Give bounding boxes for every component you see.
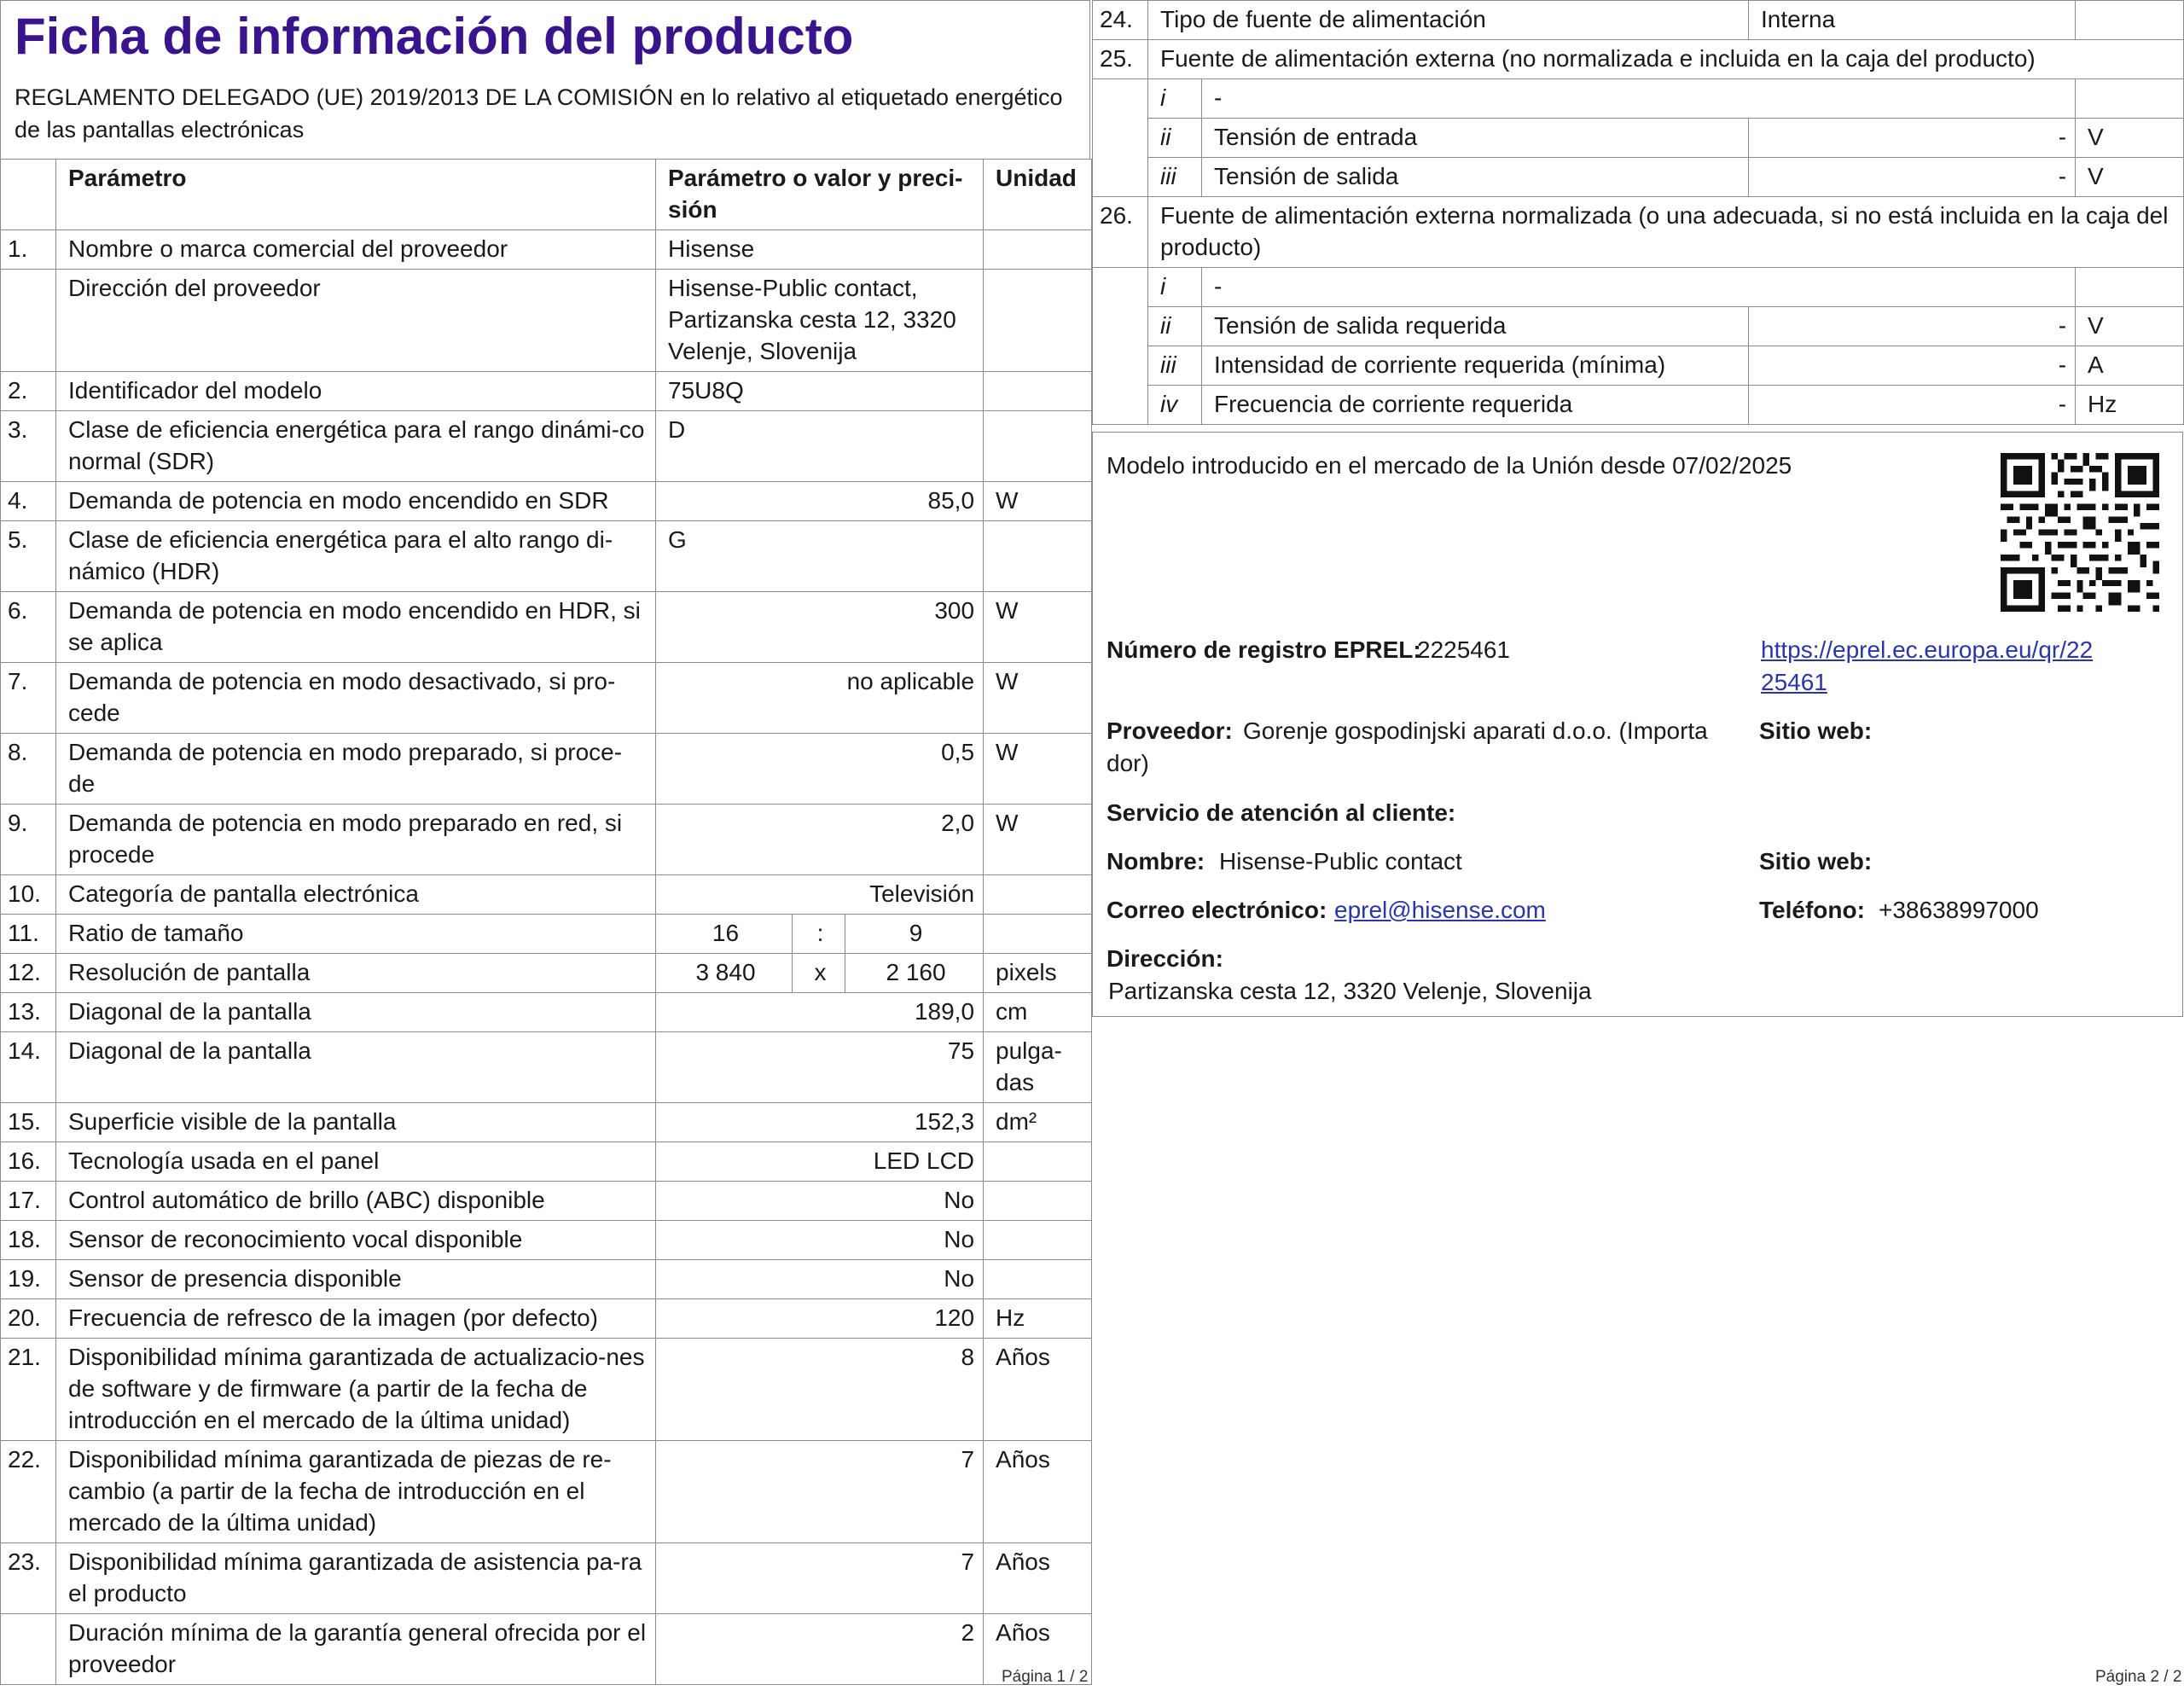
row-label: Disponibilidad mínima garantizada de piezas de re-cambio (a partir de la fecha de introducción en el mercado de la última unidad)	[56, 1441, 656, 1543]
row-label: Sensor de presencia disponible	[56, 1260, 656, 1299]
table-row	[1, 1032, 1092, 1103]
row-unit	[984, 230, 1092, 270]
row-number: 24.	[1093, 1, 1148, 40]
table-row	[1, 1142, 1092, 1182]
row-label: Control automático de brillo (ABC) disponible	[56, 1182, 656, 1221]
table-row	[1, 954, 1092, 993]
row-unit: V	[2076, 158, 2184, 197]
row-value: 152,3	[656, 1103, 984, 1142]
table-row	[1, 592, 1092, 663]
table-row	[1, 1543, 1092, 1614]
row-value: 120	[656, 1299, 984, 1339]
table-row	[1, 915, 1092, 954]
row-unit: Hz	[984, 1299, 1092, 1339]
table-row	[1093, 79, 2184, 119]
regulation-subtitle: REGLAMENTO DELEGADO (UE) 2019/2013 DE LA COMISIÓN en lo relativo al etiquetado energético de las pantallas electrónicas	[15, 84, 1063, 142]
row-label: Demanda de potencia en modo desactivado, si pro-cede	[56, 663, 656, 734]
row-unit	[984, 875, 1092, 915]
eprel-link-continued[interactable]: 25461	[1761, 669, 1827, 695]
table-row	[1, 875, 1092, 915]
row-unit	[2076, 79, 2184, 119]
sub-index: ii	[1148, 119, 1202, 158]
row-unit: pixels	[984, 954, 1092, 993]
row-value: 75U8Q	[656, 372, 984, 411]
table-row	[1093, 197, 2184, 268]
table-row	[1093, 268, 2184, 307]
row-label: Tensión de entrada	[1202, 119, 1749, 158]
row-unit: W	[984, 805, 1092, 875]
ratio-separator: :	[793, 915, 845, 954]
row-number: 16.	[1, 1142, 56, 1182]
row-unit: Años	[984, 1543, 1092, 1614]
supplier-label: Proveedor:	[1107, 717, 1233, 744]
address-label: Dirección:	[1107, 945, 1223, 972]
table-row	[1, 993, 1092, 1032]
table-header-row	[1, 160, 1092, 230]
row-unit	[984, 1142, 1092, 1182]
row-label: Tensión de salida requerida	[1202, 307, 1749, 346]
header-unit: Unidad	[984, 160, 1092, 230]
row-label: Duración mínima de la garantía general ofrecida por el proveedor	[56, 1614, 656, 1685]
row-number: 8.	[1, 734, 56, 805]
supplier-info-box	[1092, 432, 2183, 1017]
page-title: Ficha de información del producto	[15, 8, 854, 65]
row-unit: V	[2076, 119, 2184, 158]
row-unit: cm	[984, 993, 1092, 1032]
row-label: Disponibilidad mínima garantizada de asistencia pa-ra el producto	[56, 1543, 656, 1614]
row-number: 25.	[1093, 40, 1148, 79]
row-label: Demanda de potencia en modo encendido en SDR	[56, 482, 656, 521]
row-unit	[984, 1221, 1092, 1260]
row-number: 11.	[1, 915, 56, 954]
row-value: -	[1749, 307, 2076, 346]
row-unit	[984, 915, 1092, 954]
eprel-number: 2225461	[1417, 636, 1511, 663]
contact-name: Hisense-Public contact	[1219, 848, 1462, 874]
row-label: Fuente de alimentación externa (no normalizada e incluida en la caja del producto)	[1148, 40, 2184, 79]
row-label: Frecuencia de corriente requerida	[1202, 386, 1749, 425]
row-label: Disponibilidad mínima garantizada de actualizacio-nes de software y de firmware (a partir de la fecha de introducción en el mercado de la última unidad)	[56, 1339, 656, 1441]
row-unit: Años	[984, 1614, 1092, 1685]
row-value: -	[1749, 158, 2076, 197]
address-value: Partizanska cesta 12, 3320 Velenje, Slovenija	[1108, 978, 1592, 1004]
row-unit: dm²	[984, 1103, 1092, 1142]
row-number	[1, 270, 56, 372]
email-label: Correo electrónico:	[1107, 897, 1327, 923]
row-label: Fuente de alimentación externa normalizada (o una adecuada, si no está incluida en la caja del producto)	[1148, 197, 2184, 268]
sub-index: i	[1148, 79, 1202, 119]
table-row	[1, 1441, 1092, 1543]
row-number: 12.	[1, 954, 56, 993]
row-number: 6.	[1, 592, 56, 663]
email-link[interactable]: eprel@hisense.com	[1334, 897, 1546, 923]
row-label: Demanda de potencia en modo preparado en red, si procede	[56, 805, 656, 875]
table-row	[1, 1182, 1092, 1221]
table-row	[1, 482, 1092, 521]
row-value: No	[656, 1221, 984, 1260]
row-label: Identificador del modelo	[56, 372, 656, 411]
row-number: 2.	[1, 372, 56, 411]
row-value: G	[656, 521, 984, 592]
row-value: 75	[656, 1032, 984, 1103]
ratio-width: 16	[656, 915, 793, 954]
row-label: -	[1202, 268, 2076, 307]
row-unit	[984, 270, 1092, 372]
table-row	[1093, 307, 2184, 346]
row-label: Diagonal de la pantalla	[56, 1032, 656, 1103]
page-number: Página 1 / 2	[1002, 1668, 1089, 1686]
row-value: 0,5	[656, 734, 984, 805]
row-unit: pulga-das	[984, 1032, 1092, 1103]
row-unit: Años	[984, 1339, 1092, 1441]
row-label: Tipo de fuente de alimentación	[1148, 1, 1749, 40]
row-value: Hisense-Public contact, Partizanska cesta 12, 3320 Velenje, Slovenija	[656, 270, 984, 372]
row-unit: Hz	[2076, 386, 2184, 425]
table-row	[1, 411, 1092, 482]
supplier-name: Gorenje gospodinjski aparati d.o.o. (Importa	[1243, 717, 1708, 744]
row-unit: Años	[984, 1441, 1092, 1543]
row-value: No	[656, 1260, 984, 1299]
row-value: 7	[656, 1441, 984, 1543]
row-number: 26.	[1093, 197, 1148, 268]
table-row	[1, 1103, 1092, 1142]
table-row	[1093, 119, 2184, 158]
service-website-label: Sitio web:	[1759, 848, 1873, 874]
contact-name-label: Nombre:	[1107, 848, 1205, 874]
supplier-website-label: Sitio web:	[1759, 717, 1873, 744]
row-label: -	[1202, 79, 2076, 119]
table-row	[1, 270, 1092, 372]
row-label: Frecuencia de refresco de la imagen (por defecto)	[56, 1299, 656, 1339]
row-unit: W	[984, 734, 1092, 805]
row-value: No	[656, 1182, 984, 1221]
table-row	[1, 372, 1092, 411]
power-supply-table	[1092, 0, 2184, 425]
ratio-height: 9	[845, 915, 984, 954]
row-unit	[984, 372, 1092, 411]
table-row	[1, 1339, 1092, 1441]
row-number: 4.	[1, 482, 56, 521]
row-number: 13.	[1, 993, 56, 1032]
row-label: Tensión de salida	[1202, 158, 1749, 197]
row-value: -	[1749, 119, 2076, 158]
row-label: Demanda de potencia en modo preparado, si proce-de	[56, 734, 656, 805]
row-value: 8	[656, 1339, 984, 1441]
resolution-height: 2 160	[845, 954, 984, 993]
row-value: 85,0	[656, 482, 984, 521]
table-row	[1, 1260, 1092, 1299]
table-row	[1093, 1, 2184, 40]
qr-code-icon[interactable]	[2001, 453, 2159, 612]
row-number: 9.	[1, 805, 56, 875]
header-value: Parámetro o valor y preci-sión	[656, 160, 984, 230]
row-value: 189,0	[656, 993, 984, 1032]
page-2	[1092, 0, 2184, 1708]
table-row	[1093, 40, 2184, 79]
row-label: Demanda de potencia en modo encendido en HDR, si se aplica	[56, 592, 656, 663]
row-unit	[984, 1260, 1092, 1299]
row-value: 300	[656, 592, 984, 663]
row-label: Nombre o marca comercial del proveedor	[56, 230, 656, 270]
row-value: no aplicable	[656, 663, 984, 734]
row-number: 3.	[1, 411, 56, 482]
table-row	[1093, 346, 2184, 386]
row-value: 7	[656, 1543, 984, 1614]
eprel-link[interactable]: https://eprel.ec.europa.eu/qr/22	[1761, 636, 2094, 663]
table-row	[1093, 158, 2184, 197]
row-number	[1, 1614, 56, 1685]
row-number: 18.	[1, 1221, 56, 1260]
row-value: 2,0	[656, 805, 984, 875]
resolution-separator: x	[793, 954, 845, 993]
table-row	[1, 734, 1092, 805]
row-number: 23.	[1, 1543, 56, 1614]
row-unit: W	[984, 592, 1092, 663]
phone-label: Teléfono:	[1759, 897, 1865, 923]
row-unit	[2076, 268, 2184, 307]
sub-index: iii	[1148, 158, 1202, 197]
row-value: D	[656, 411, 984, 482]
row-label: Sensor de reconocimiento vocal disponible	[56, 1221, 656, 1260]
row-label: Dirección del proveedor	[56, 270, 656, 372]
row-unit	[984, 411, 1092, 482]
sub-index: ii	[1148, 307, 1202, 346]
row-label: Clase de eficiencia energética para el alto rango di-námico (HDR)	[56, 521, 656, 592]
sub-index: i	[1148, 268, 1202, 307]
row-value: Hisense	[656, 230, 984, 270]
eprel-label: Número de registro EPREL:	[1107, 636, 1421, 663]
row-unit	[2076, 1, 2184, 40]
row-unit: A	[2076, 346, 2184, 386]
row-number: 10.	[1, 875, 56, 915]
row-unit: W	[984, 482, 1092, 521]
row-label: Tecnología usada en el panel	[56, 1142, 656, 1182]
market-date-text: Modelo introducido en el mercado de la Unión desde 07/02/2025	[1107, 452, 1792, 479]
row-unit	[984, 521, 1092, 592]
row-unit	[984, 1182, 1092, 1221]
row-number: 20.	[1, 1299, 56, 1339]
sub-index: iii	[1148, 346, 1202, 386]
row-number: 17.	[1, 1182, 56, 1221]
row-number: 19.	[1, 1260, 56, 1299]
page-number: Página 2 / 2	[2095, 1668, 2182, 1686]
row-label: Intensidad de corriente requerida (mínima)	[1202, 346, 1749, 386]
row-number	[1093, 268, 1148, 425]
row-number: 14.	[1, 1032, 56, 1103]
row-label: Clase de eficiencia energética para el rango dinámi-co normal (SDR)	[56, 411, 656, 482]
table-row	[1, 1221, 1092, 1260]
table-row	[1, 805, 1092, 875]
row-number: 1.	[1, 230, 56, 270]
row-value: -	[1749, 386, 2076, 425]
table-row	[1093, 386, 2184, 425]
row-value: 2	[656, 1614, 984, 1685]
row-value: -	[1749, 346, 2076, 386]
row-number: 21.	[1, 1339, 56, 1441]
row-value: LED LCD	[656, 1142, 984, 1182]
row-label: Ratio de tamaño	[56, 915, 656, 954]
table-row	[1, 1299, 1092, 1339]
row-label: Diagonal de la pantalla	[56, 993, 656, 1032]
resolution-width: 3 840	[656, 954, 793, 993]
row-label: Resolución de pantalla	[56, 954, 656, 993]
row-value: Televisión	[656, 875, 984, 915]
header-num	[1, 160, 56, 230]
row-number	[1093, 79, 1148, 197]
table-row	[1, 521, 1092, 592]
row-value: Interna	[1749, 1, 2076, 40]
sub-index: iv	[1148, 386, 1202, 425]
row-number: 22.	[1, 1441, 56, 1543]
table-row	[1, 663, 1092, 734]
parameters-table	[0, 159, 1092, 1685]
phone-number: +38638997000	[1879, 897, 2039, 923]
row-unit: V	[2076, 307, 2184, 346]
row-number: 7.	[1, 663, 56, 734]
row-number: 15.	[1, 1103, 56, 1142]
header-parameter: Parámetro	[56, 160, 656, 230]
document-header	[0, 0, 1090, 159]
row-number: 5.	[1, 521, 56, 592]
row-unit: W	[984, 663, 1092, 734]
row-label: Superficie visible de la pantalla	[56, 1103, 656, 1142]
table-row	[1, 230, 1092, 270]
customer-service-heading: Servicio de atención al cliente:	[1107, 799, 1456, 826]
row-label: Categoría de pantalla electrónica	[56, 875, 656, 915]
supplier-name-continued: dor)	[1107, 750, 1149, 776]
table-row	[1, 1614, 1092, 1685]
